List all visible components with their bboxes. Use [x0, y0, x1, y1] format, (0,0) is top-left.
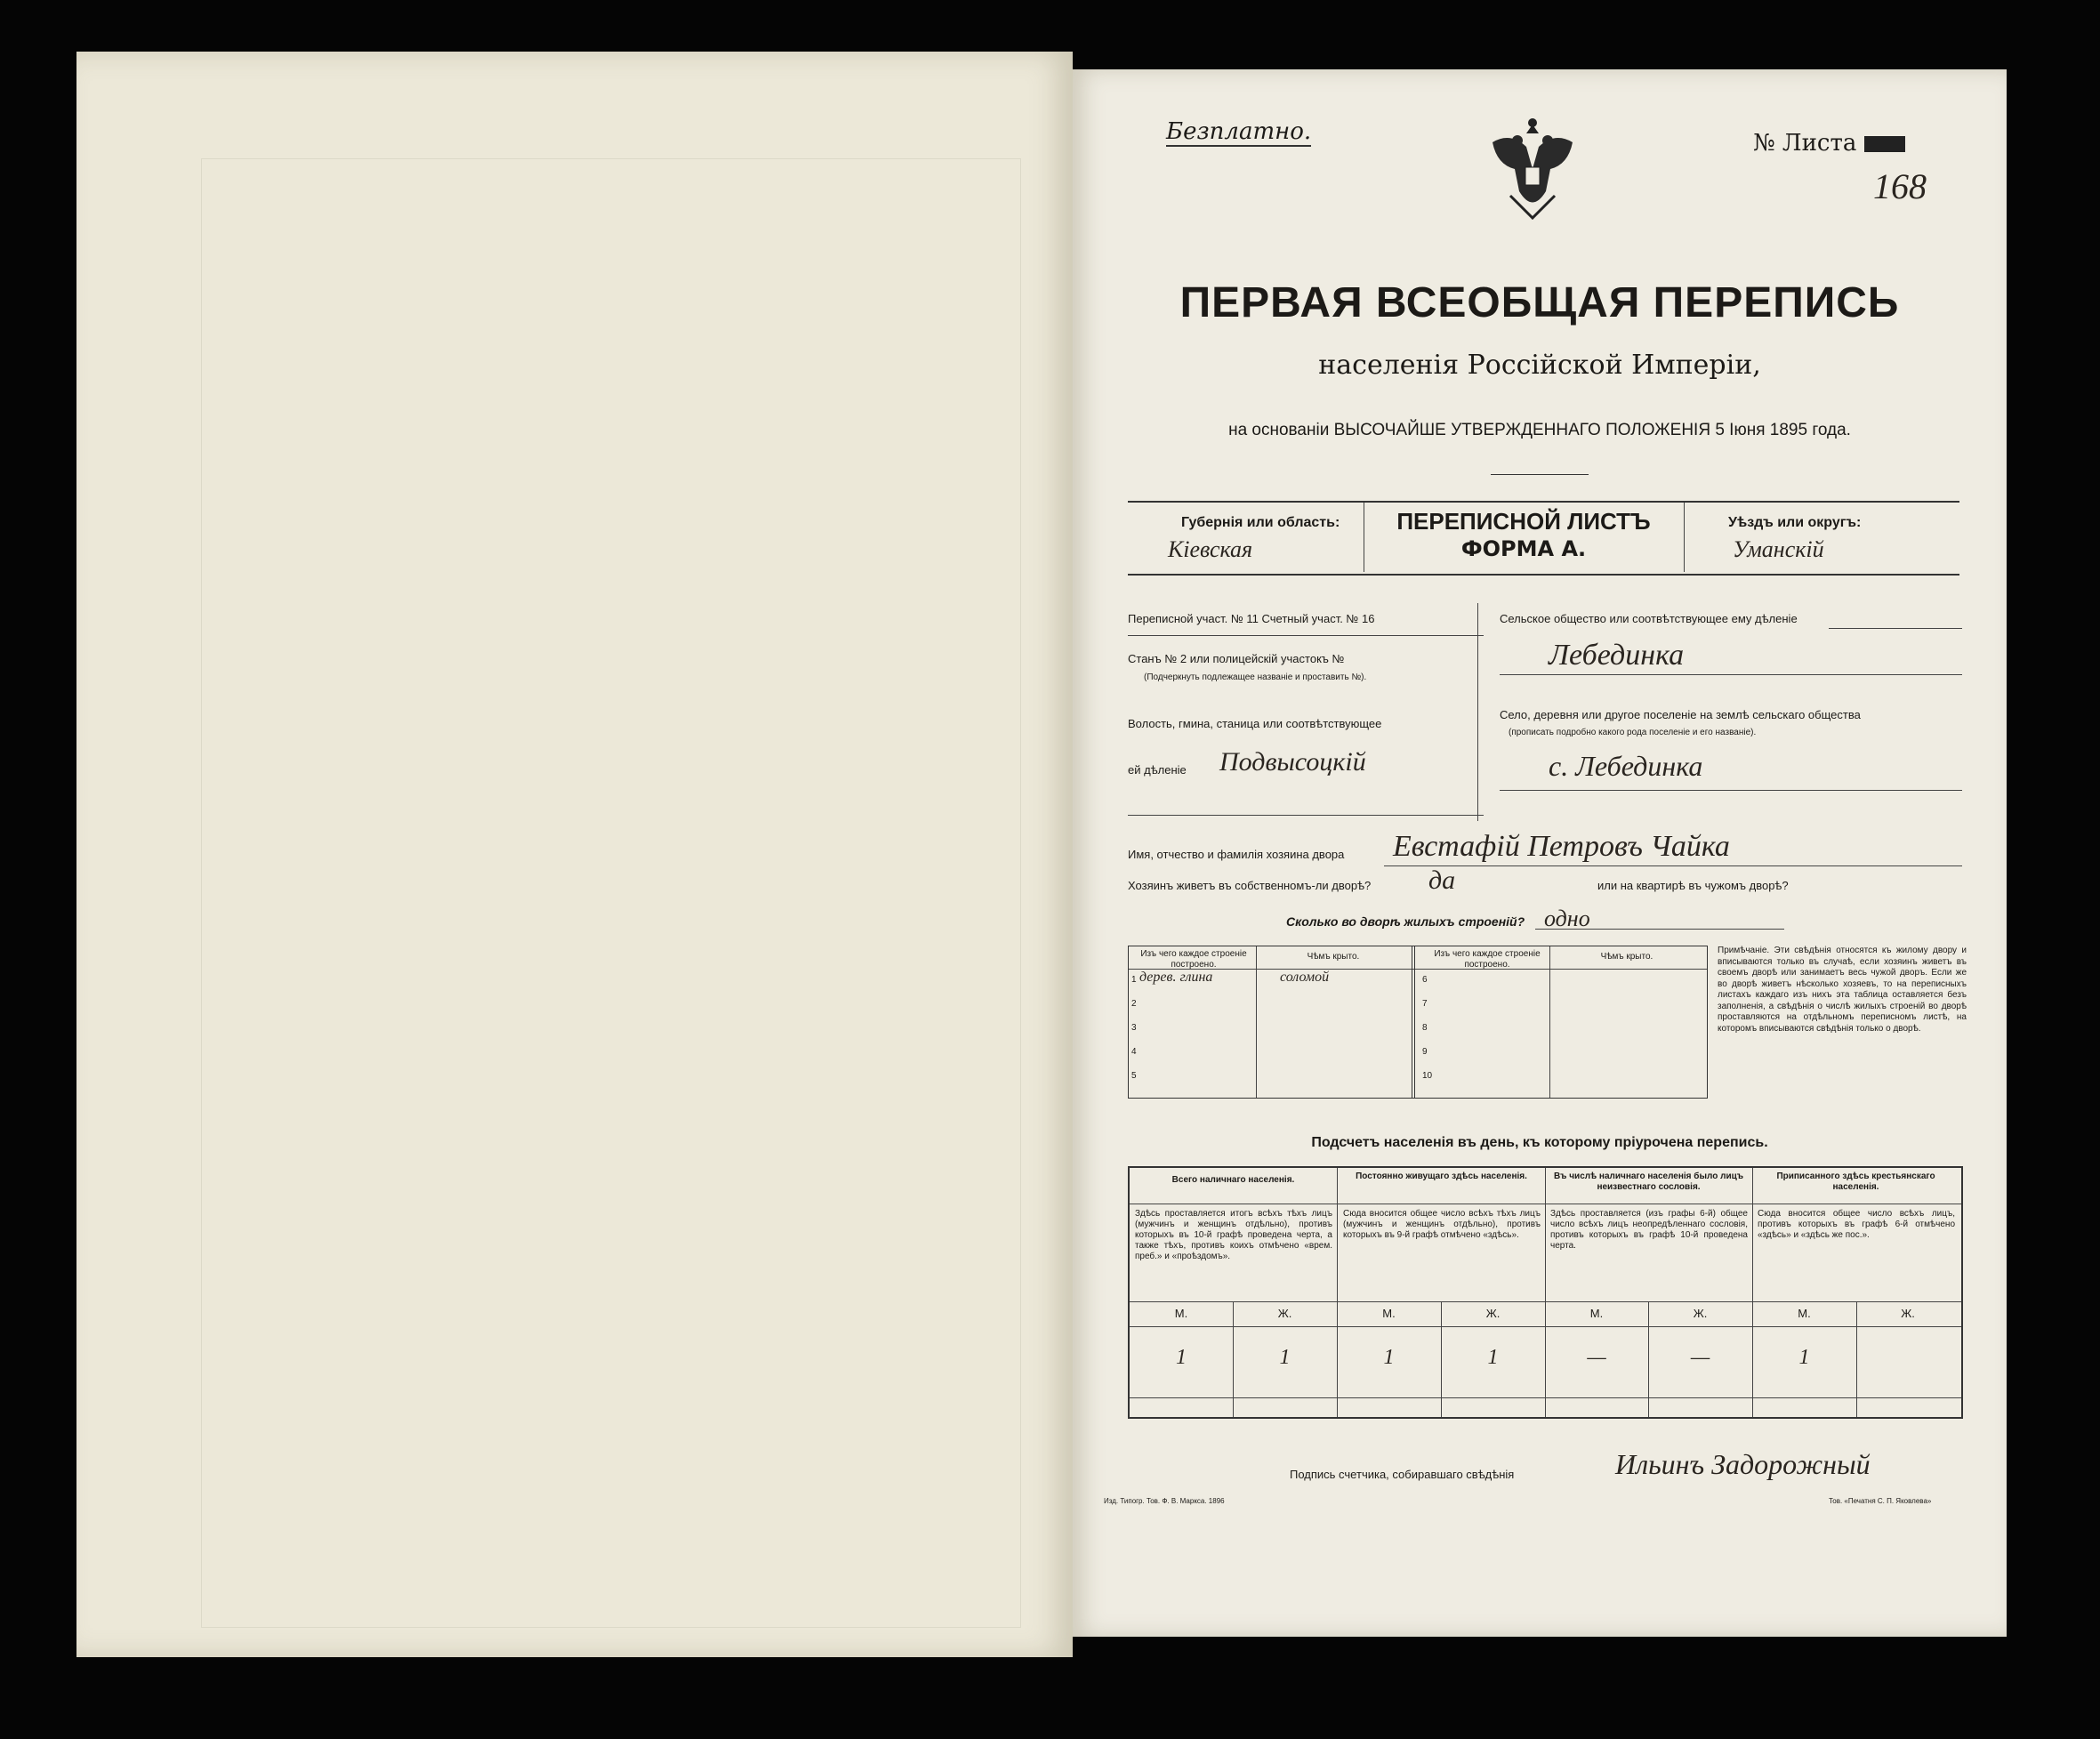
row-number: 2	[1131, 999, 1137, 1009]
sheet-number-stamp	[1864, 136, 1905, 152]
society-value: Лебединка	[1549, 639, 1685, 672]
sheet-number-handwritten: 168	[1873, 166, 1927, 206]
buildings-col-material-2: Изъ чего каждое строеніе построено.	[1434, 949, 1541, 970]
male-label: М.	[1174, 1307, 1188, 1320]
buildings-col-roof: Чѣмъ крыто.	[1307, 952, 1360, 962]
female-label: Ж.	[1901, 1307, 1915, 1320]
field-line	[1384, 865, 1962, 866]
summary-col-title: Приписанного здѣсь крестьянскаго населенія.	[1776, 1171, 1935, 1192]
census-basis: на основаніи ВЫСОЧАЙШЕ УТВЕРЖДЕННАГО ПОЛОЖЕНІЯ 5 Іюня 1895 года.	[1228, 421, 1851, 439]
owner-label: Имя, отчество и фамилія хозяина двора	[1128, 848, 1345, 861]
census-subtitle: населенія Россійской Имперіи,	[1318, 350, 1761, 381]
village-value: с. Лебединка	[1549, 750, 1703, 782]
buildings-col-roof-2: Чѣмъ крыто.	[1600, 952, 1653, 962]
male-label: М.	[1798, 1307, 1811, 1320]
own-yard-alt: или на квартирѣ въ чужомъ дворѣ?	[1597, 879, 1789, 892]
row-number: 5	[1131, 1071, 1137, 1081]
census-title: ПЕРВАЯ ВСЕОБЩАЯ ПЕРЕПИСЬ	[1179, 279, 1900, 326]
female-label: Ж.	[1693, 1307, 1708, 1320]
summary-line	[1130, 1301, 1961, 1302]
female-label: Ж.	[1277, 1307, 1292, 1320]
field-line	[1500, 674, 1962, 675]
summary-col-title: Постоянно живущаго здѣсь населенія.	[1356, 1171, 1527, 1181]
row-number: 1	[1131, 975, 1137, 985]
summary-line	[1130, 1326, 1961, 1327]
table-col-line	[1256, 946, 1257, 1098]
census-form-page	[1073, 69, 2007, 1637]
summary-col-title: Въ числѣ наличнаго населенія было лицъ неизвестнаго сословія.	[1553, 1171, 1744, 1192]
count-value: 1	[1279, 1346, 1291, 1369]
ornament-divider	[1491, 474, 1589, 475]
divider	[1684, 503, 1685, 572]
district-value: Уманскій	[1733, 536, 1824, 562]
building-1-material: дерев. глина	[1139, 970, 1213, 985]
own-yard-value: да	[1428, 865, 1456, 895]
male-label: М.	[1382, 1307, 1396, 1320]
free-label: Безплатно.	[1166, 118, 1312, 145]
province-value: Кіевская	[1168, 536, 1253, 562]
sheet-number-label: № Листа	[1753, 130, 1905, 157]
summary-table	[1128, 1166, 1963, 1419]
buildings-label: Сколько во дворѣ жилыхъ строеній?	[1286, 914, 1525, 929]
volost-label-2: ей дѣленіе	[1128, 763, 1187, 777]
summary-line	[1130, 1397, 1961, 1398]
field-line	[1500, 790, 1962, 791]
count-value: 1	[1176, 1346, 1187, 1369]
form-subtitle: ФОРМА А.	[1460, 536, 1587, 561]
village-label: Село, деревня или другое поселеніе на землѣ сельскаго общества	[1500, 708, 1861, 721]
field-line	[1128, 815, 1484, 816]
summary-col-title: Всего наличнаго населенія.	[1171, 1175, 1295, 1185]
summary-col-line	[1752, 1168, 1753, 1417]
row-number: 4	[1131, 1047, 1137, 1057]
form-header-box	[1128, 501, 1959, 576]
row-number: 3	[1131, 1023, 1137, 1033]
count-value: 1	[1383, 1346, 1395, 1369]
column-divider	[1477, 603, 1478, 821]
row-number: 7	[1422, 999, 1428, 1009]
table-col-line	[1549, 946, 1550, 1098]
row-number: 9	[1422, 1047, 1428, 1057]
volost-label: Волость, гмина, станица или соотвѣтствующее	[1128, 717, 1382, 730]
field-line	[1128, 635, 1484, 636]
village-note: (прописать подробно какого рода поселеніе и его названіе).	[1509, 728, 1757, 737]
society-label: Сельское общество или соотвѣтствующее ему дѣленіе	[1500, 612, 1798, 625]
summary-col-desc: Здѣсь проставляется (изъ графы 6-й) общее число всѣхъ лицъ неопредѣленнаго сословія, противъ которыхъ въ графѣ 10-й проведена черта.	[1550, 1209, 1748, 1251]
bleed-through-grid	[201, 158, 1021, 1628]
signature-value: Ильинъ Задорожный	[1615, 1448, 1871, 1480]
row-number: 10	[1422, 1071, 1433, 1081]
count-value: 1	[1487, 1346, 1499, 1369]
province-label: Губернія или область:	[1181, 515, 1340, 530]
row-number: 6	[1422, 975, 1428, 985]
field-line	[1829, 628, 1962, 629]
own-yard-label: Хозяинъ живетъ въ собственномъ-ли дворѣ?	[1128, 879, 1372, 892]
census-district-line: Переписной участ. № 11 Счетный участ. № 16	[1128, 612, 1375, 625]
volost-value: Подвысоцкій	[1219, 747, 1366, 777]
field-line	[1535, 929, 1784, 930]
summary-col-line	[1545, 1168, 1546, 1417]
form-title: ПЕРЕПИСНОЙ ЛИСТЪ	[1396, 508, 1651, 535]
signature-label: Подпись счетчика, собиравшаго свѣдѣнія	[1290, 1468, 1515, 1481]
owner-value: Евстафій Петровъ Чайка	[1393, 830, 1730, 863]
buildings-col-material: Изъ чего каждое строеніе построено.	[1140, 949, 1247, 970]
printer-right: Тов. «Печатня С. П. Яковлева»	[1829, 1497, 1932, 1505]
left-blank-page	[76, 52, 1073, 1657]
building-1-roof: соломой	[1280, 970, 1330, 985]
buildings-value: одно	[1544, 906, 1590, 931]
summary-heading: Подсчетъ населенія въ день, къ которому пріурочена перепись.	[1311, 1135, 1768, 1150]
summary-col-desc: Сюда вносится общее число всѣхъ лицъ, противъ которыхъ въ графѣ 6-й отмѣчено «здѣсь» и «здѣсь же пос.».	[1758, 1209, 1955, 1240]
double-headed-eagle-emblem	[1484, 116, 1581, 222]
row-number: 8	[1422, 1023, 1428, 1033]
count-value: —	[1690, 1346, 1710, 1369]
count-value: —	[1587, 1346, 1606, 1369]
printer-left: Изд. Типогр. Тов. Ф. В. Маркса. 1896	[1104, 1497, 1225, 1505]
summary-col-desc: Сюда вносится общее число всѣхъ тѣхъ лицъ (мужчинъ и женщинъ отдѣльно), противъ которыхъ въ 9-й графѣ отмѣчено «здѣсь».	[1343, 1209, 1541, 1240]
buildings-note: Примѣчаніе. Эти свѣдѣнія относятся къ жилому двору и вписываются только въ случаѣ, если хозяинъ живетъ въ своемъ дворѣ или занимаетъ весь чужой дворъ. Если же во дворѣ живетъ нѣсколько хозяевъ, то на переписныхъ листахъ каждаго изъ нихъ эта таблица оставляется безъ заполненія, а свѣдѣнія о числѣ жилыхъ строеній во дворѣ проставляются на отдѣльномъ переписномъ листѣ, на которомъ вписываются свѣдѣнія только о дворѣ.	[1718, 946, 1967, 1034]
male-label: М.	[1589, 1307, 1604, 1320]
stan-note: (Подчеркнуть подлежащее названіе и проставить №).	[1144, 672, 1367, 682]
summary-col-desc: Здѣсь проставляется итогъ всѣхъ тѣхъ лицъ (мужчинъ и женщинъ отдѣльно), противъ которыхъ въ 10-й графѣ проведена черта, а также тѣхъ, противъ коихъ отмѣчено «врем. преб.» и «проѣздомъ».	[1135, 1209, 1332, 1261]
district-label: Уѣздъ или округъ:	[1728, 515, 1862, 530]
stan-line: Станъ № 2 или полицейскій участокъ №	[1128, 652, 1345, 665]
count-value: 1	[1798, 1346, 1810, 1369]
table-mid-line	[1412, 946, 1415, 1098]
table-header-line	[1129, 969, 1707, 970]
summary-col-line	[1337, 1168, 1338, 1417]
female-label: Ж.	[1485, 1307, 1501, 1320]
buildings-table	[1128, 946, 1708, 1099]
